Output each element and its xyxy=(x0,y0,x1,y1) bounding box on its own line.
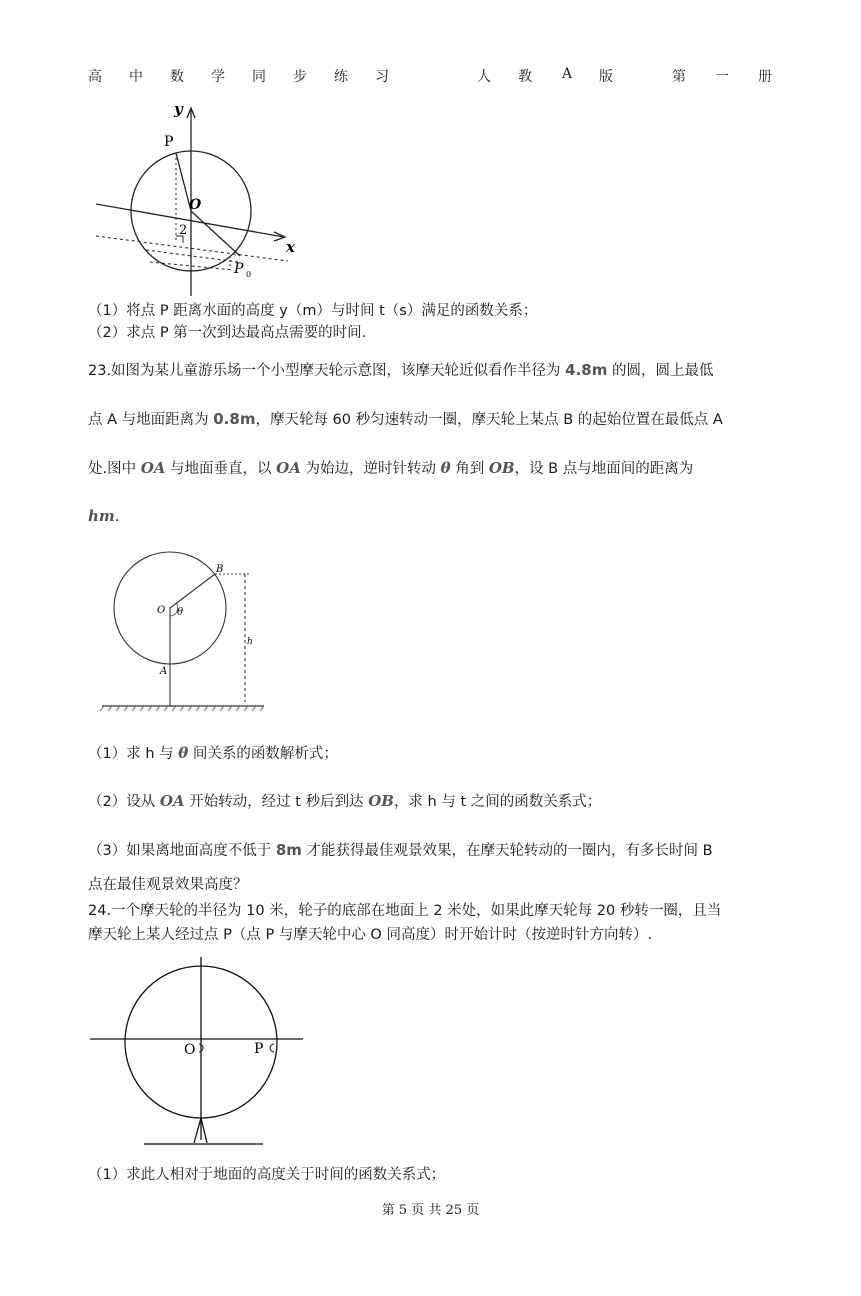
math-value: OA xyxy=(276,459,301,477)
stand-right xyxy=(201,1118,207,1143)
header-char: 习 xyxy=(375,69,389,85)
header-char: 同 xyxy=(252,69,266,85)
text: 间关系的函数解析式； xyxy=(188,746,338,762)
header-char: 高 xyxy=(88,69,102,85)
label-o: O xyxy=(184,1042,196,1058)
label-theta: θ xyxy=(177,607,184,618)
header-char: 版 xyxy=(599,69,613,85)
label-h: h xyxy=(247,637,253,647)
q23-line1 xyxy=(88,360,713,381)
label-o: O xyxy=(189,197,202,213)
math-value: θ xyxy=(440,459,451,477)
text: ，设 B 点与地面间的距离为 xyxy=(514,461,694,477)
header-char: 中 xyxy=(129,69,143,85)
text: 处.图中 xyxy=(88,461,141,477)
math-value: 4.8m xyxy=(565,361,608,379)
q22-sub1: （1）将点 P 距离水面的高度 y（m）与时间 t（s）满足的函数关系； xyxy=(88,303,538,319)
figure-ferris-wheel-p xyxy=(88,955,308,1150)
figure-ferris-wheel xyxy=(100,556,270,716)
text: . xyxy=(114,509,120,525)
dashed-waterline xyxy=(96,236,288,261)
label-p0: P xyxy=(234,261,244,277)
q24-line2: 摩天轮上某人经过点 P（点 P 与摩天轮中心 O 同高度）时开始计时（按逆时针方向转）. xyxy=(88,927,653,943)
label-p: P xyxy=(254,1041,264,1057)
header-char: 步 xyxy=(293,69,307,85)
text: 点 A 与地面距离为 xyxy=(88,412,214,428)
label-y: y xyxy=(174,100,183,118)
header-char: 第 xyxy=(672,69,686,85)
header-char: 数 xyxy=(170,69,184,85)
header-char: 学 xyxy=(211,69,225,85)
text: ，摩天轮每 60 秒匀速转动一圈，摩天轮上某点 B 的起始位置在最低点 A xyxy=(255,412,723,428)
label-two: 2 xyxy=(179,223,188,238)
math-value: 8m xyxy=(275,841,302,859)
page-footer: 第 5 页 共 25 页 xyxy=(381,1203,480,1218)
math-value: OA xyxy=(140,459,166,477)
q22-sub2: （2）求点 P 第一次到达最高点需要的时间. xyxy=(88,325,367,341)
header-char: 人 xyxy=(477,69,491,85)
text: （3）如果离地面高度不低于 xyxy=(88,843,276,859)
math-value: OB xyxy=(368,792,394,810)
text: 角到 xyxy=(450,461,489,477)
p-marker xyxy=(270,1044,274,1052)
math-value: OB xyxy=(488,459,515,477)
q23-line4 xyxy=(88,506,119,527)
q23-sub1 xyxy=(88,743,338,764)
math-value: hm xyxy=(88,507,115,525)
dashed-line-2 xyxy=(146,250,238,262)
label-a: A xyxy=(160,666,168,677)
figure-water-wheel xyxy=(88,96,318,306)
label-o: O xyxy=(157,605,166,616)
header-char: 练 xyxy=(334,69,348,85)
text: 开始转动，经过 t 秒后到达 xyxy=(184,794,369,810)
label-x: x xyxy=(286,238,295,256)
label-b: B xyxy=(216,564,224,575)
text: （1）求 h 与 xyxy=(88,746,179,762)
text: 才能获得最佳观景效果，在摩天轮转动的一圈内，有多长时间 B xyxy=(301,843,713,859)
math-value: 0.8m xyxy=(213,410,256,428)
q24-line1: 24.一个摩天轮的半径为 10 米，轮子的底部在地面上 2 米处，如果此摩天轮每 20 秒转一圈，且当 xyxy=(88,903,722,919)
text: 与地面垂直，以 xyxy=(165,461,277,477)
text: （2）设从 xyxy=(88,794,160,810)
q24-sub1: （1）求此人相对于地面的高度关于时间的函数关系式； xyxy=(88,1167,446,1183)
stand-left xyxy=(194,1118,201,1143)
q23-sub3 xyxy=(88,840,713,861)
text: 的圆，圆上最低 xyxy=(607,363,714,379)
header-char: 教 xyxy=(518,69,532,85)
text: 23.如图为某儿童游乐场一个小型摩天轮示意图，该摩天轮近似看作半径为 xyxy=(88,363,566,379)
q23-line2 xyxy=(88,409,723,430)
math-value: θ xyxy=(178,744,189,762)
label-p: P xyxy=(164,134,174,150)
text: ，求 h 与 t 之间的函数关系式； xyxy=(393,794,602,810)
label-p0-sub: 0 xyxy=(246,270,252,279)
math-value: OA xyxy=(159,792,185,810)
q23-line3 xyxy=(88,458,693,479)
header-char: A xyxy=(562,66,573,82)
text: 为始边，逆时针转动 xyxy=(300,461,441,477)
radius-ob xyxy=(170,574,215,608)
header-char: 册 xyxy=(758,69,772,85)
header-char: 一 xyxy=(715,69,729,85)
q23-sub3-cont: 点在最佳观景效果高度？ xyxy=(88,877,248,893)
q23-sub2 xyxy=(88,791,601,812)
